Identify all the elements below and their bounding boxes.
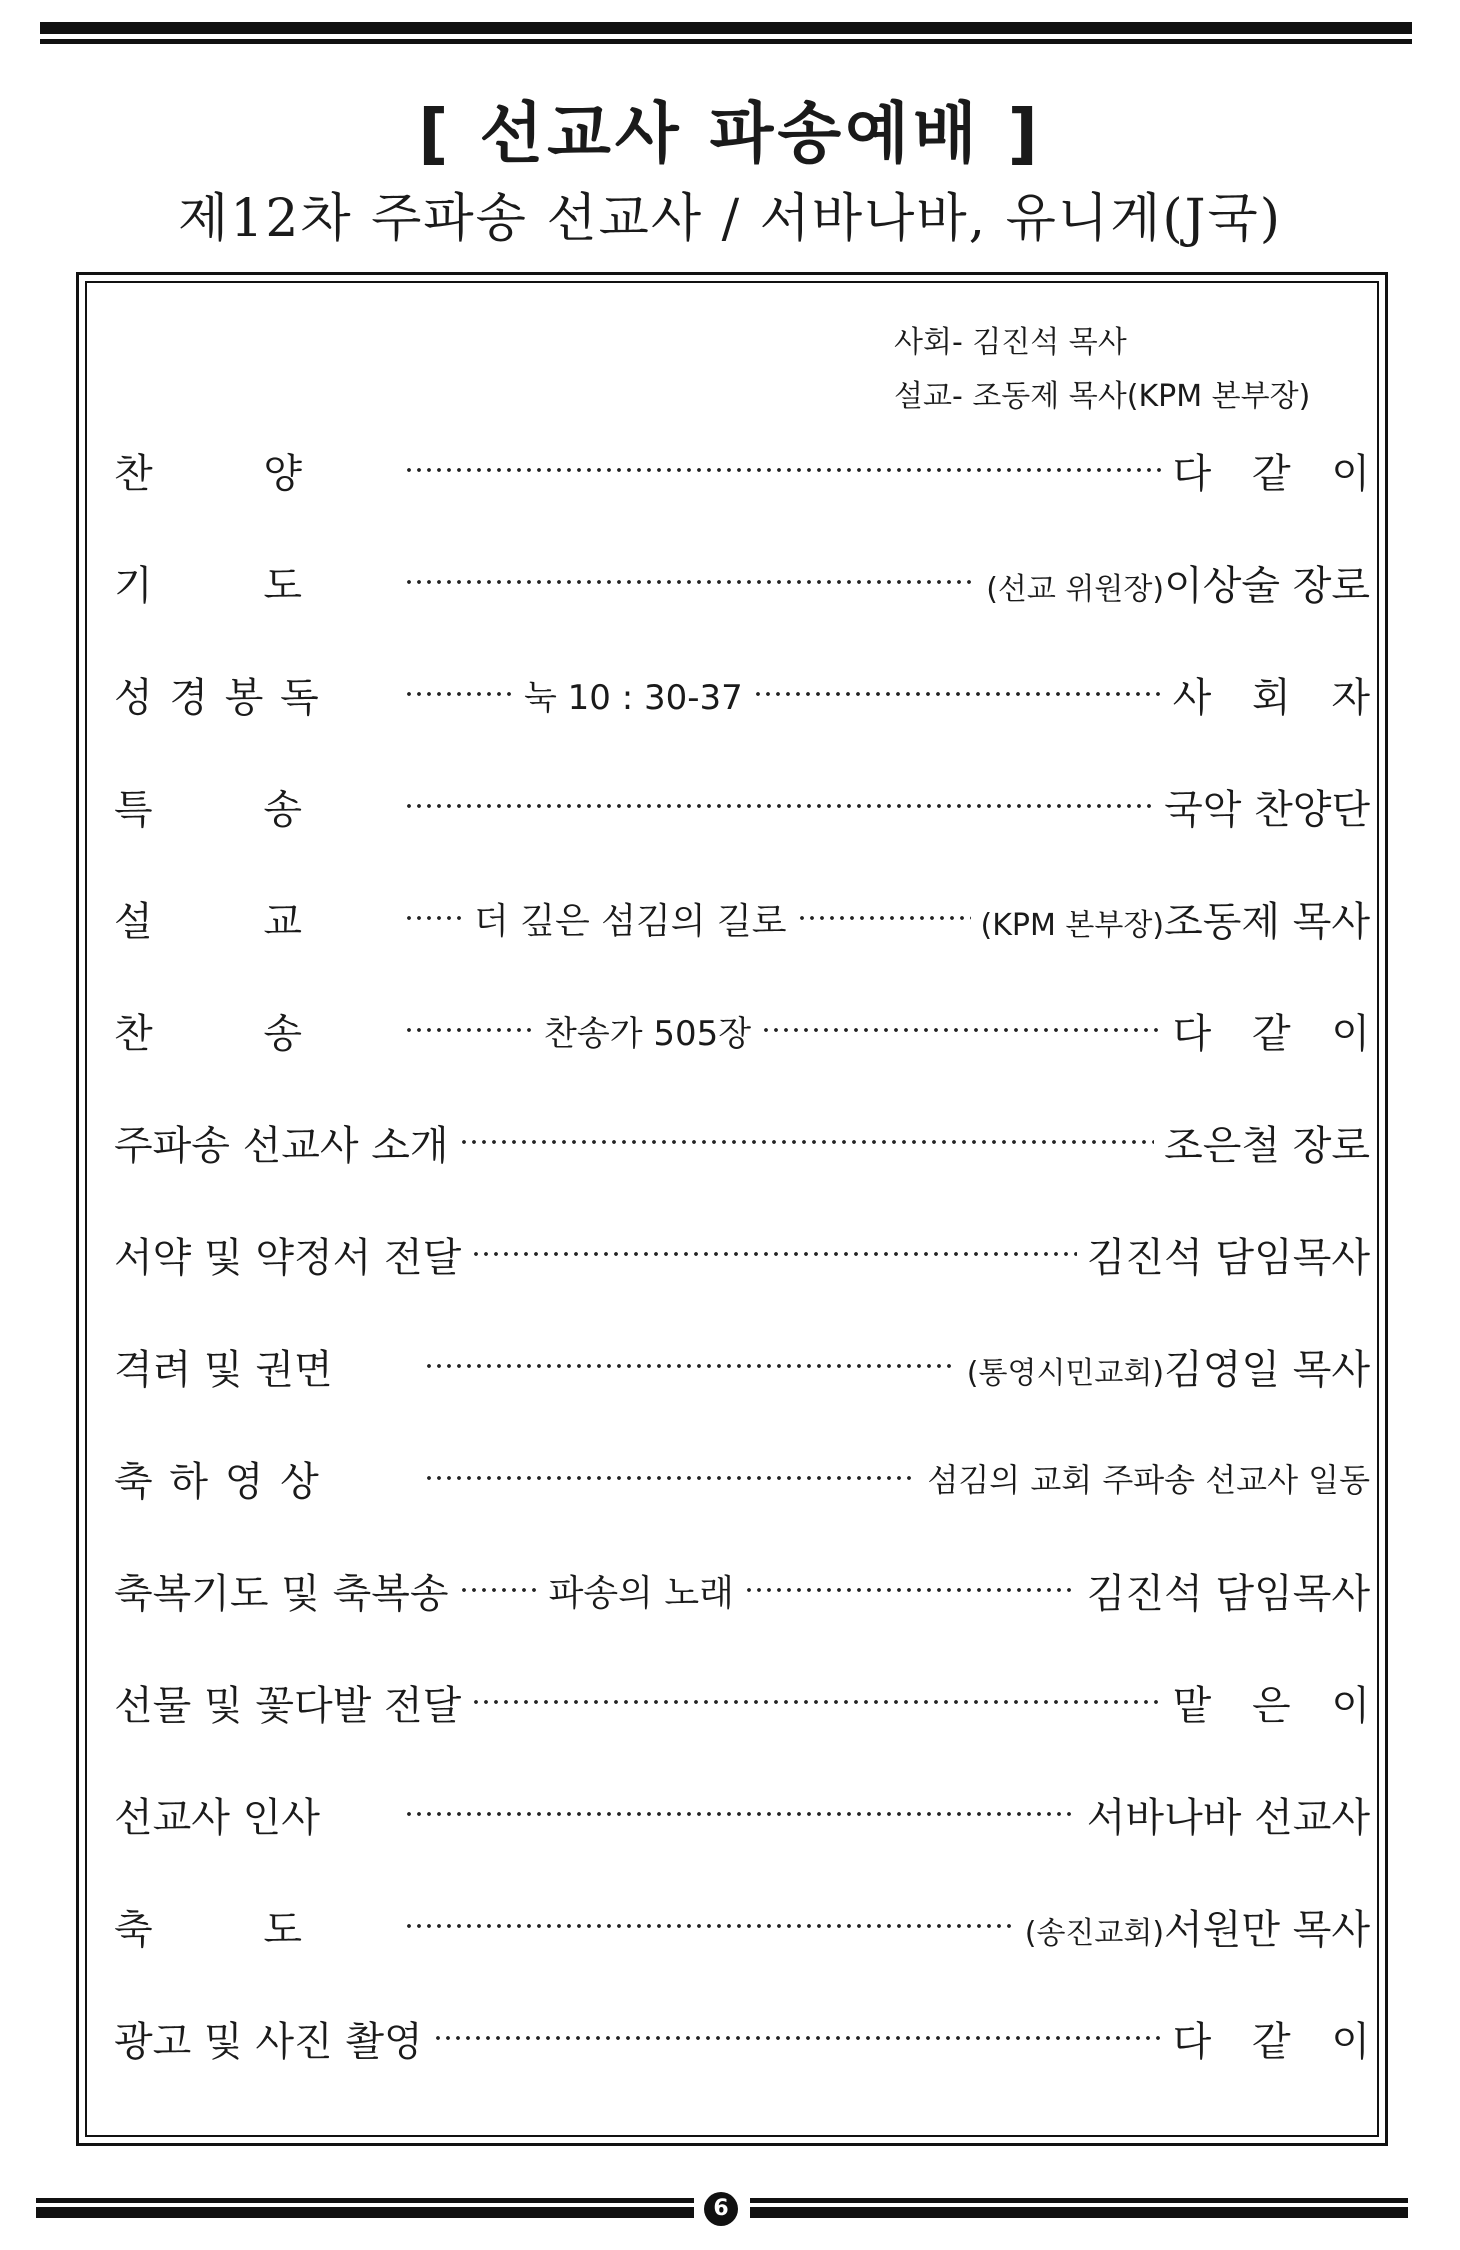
leader-dots (424, 1361, 957, 1371)
program-label: 선교사 인사 (114, 1794, 320, 1841)
leader-dots (424, 1473, 917, 1483)
leader-dots (404, 801, 1154, 811)
leader-dots (459, 1585, 539, 1595)
program-leader: 국악 찬양단 (1164, 786, 1370, 833)
program-leader: (KPM 본부장)조동제 목사 (980, 898, 1370, 945)
program-leader: (선교 위원장)이상술 장로 (986, 562, 1370, 609)
program-row-gift (114, 1672, 1384, 1732)
program-leader: 서바나바 선교사 (1086, 1794, 1370, 1841)
program-row-prayer (114, 552, 1370, 612)
leader-dots (797, 913, 971, 923)
program-label: 주파송 선교사 소개 (114, 1122, 449, 1169)
program-leader: (통영시민교회)김영일 목사 (966, 1346, 1370, 1393)
program-leader: 섬김의 교회 주파송 선교사 일동 (927, 1461, 1370, 1499)
program-leader: 김진석 담임목사 (1086, 1234, 1370, 1281)
program-label: 축 하 영 상 (114, 1458, 321, 1505)
leader-dots (471, 1697, 1162, 1707)
program-detail: 더 깊은 섬김의 길로 (474, 900, 787, 942)
program-leader: 맡 은 이 (1172, 1682, 1384, 1729)
program-row-video (114, 1448, 1370, 1508)
program-row-scripture (114, 664, 1384, 724)
program-leader: 다 같 이 (1172, 450, 1384, 497)
program-detail: 눅 10 : 30-37 (524, 677, 743, 718)
leader-dots (744, 1585, 1077, 1595)
program-label: 기 도 (114, 562, 304, 609)
program-row-blessing (114, 1560, 1370, 1620)
program-leader: 다 같 이 (1172, 1010, 1384, 1057)
program-leader: 김진석 담임목사 (1086, 1570, 1370, 1617)
program-label: 축 도 (114, 1906, 304, 1953)
program-label: 성 경 봉 독 (114, 674, 321, 721)
program-row-announcements (114, 2008, 1384, 2068)
leader-dots (404, 465, 1163, 475)
program-label: 서약 및 약정서 전달 (114, 1234, 462, 1281)
leader-dots (404, 913, 464, 923)
leader-dots (404, 1025, 534, 1035)
preacher-line: 설교- 조동제 목사(KPM 본부장) (894, 379, 1311, 414)
program-label: 축복기도 및 축복송 (114, 1570, 449, 1617)
page-subtitle: 제12차 주파송 선교사 / 서바나바, 유니게(J국) (178, 189, 1282, 249)
program-label: 찬 송 (114, 1010, 304, 1057)
program-label: 설 교 (114, 898, 304, 945)
program-leader: 사 회 자 (1172, 674, 1384, 721)
leader-dots (404, 689, 514, 699)
leader-dots (753, 689, 1163, 699)
leader-dots (404, 1921, 1015, 1931)
leader-dots (404, 1809, 1077, 1819)
footer-rule-right (750, 2196, 1408, 2220)
program-label: 선물 및 꽃다발 전달 (114, 1682, 462, 1729)
program-row-hymn (114, 1000, 1384, 1060)
footer (36, 2196, 1408, 2222)
program-row-oath (114, 1224, 1370, 1284)
leader-dots (459, 1137, 1155, 1147)
top-double-rule (40, 22, 1412, 48)
program-row-introduction (114, 1112, 1370, 1172)
program-detail: 찬송가 505장 (544, 1013, 752, 1054)
program-leader: 다 같 이 (1172, 2018, 1384, 2065)
program-row-benediction (114, 1896, 1370, 1956)
footer-rule-left (36, 2196, 694, 2220)
program-label: 찬 양 (114, 450, 304, 497)
leader-dots (471, 1249, 1077, 1259)
program-row-exhortation (114, 1336, 1370, 1396)
program-label: 특 송 (114, 786, 304, 833)
program-row-greeting (114, 1784, 1370, 1844)
program-leader: 조은철 장로 (1164, 1122, 1370, 1169)
page-number: 6 (704, 2192, 738, 2226)
leader-dots (433, 2033, 1163, 2043)
program-detail: 파송의 노래 (548, 1572, 734, 1614)
host-line: 사회- 김진석 목사 (894, 325, 1127, 360)
leader-dots (404, 577, 976, 587)
program-leader: (송진교회)서원만 목사 (1024, 1906, 1370, 1953)
officiants (894, 316, 1310, 424)
program-row-praise (114, 440, 1384, 500)
program-label: 광고 및 사진 촬영 (114, 2018, 423, 2065)
page-title: [ 선교사 파송예배 ] (418, 95, 1042, 172)
leader-dots (761, 1025, 1163, 1035)
program-row-sermon (114, 888, 1370, 948)
program-label: 격려 및 권면 (114, 1346, 333, 1393)
program-row-special-song (114, 776, 1370, 836)
